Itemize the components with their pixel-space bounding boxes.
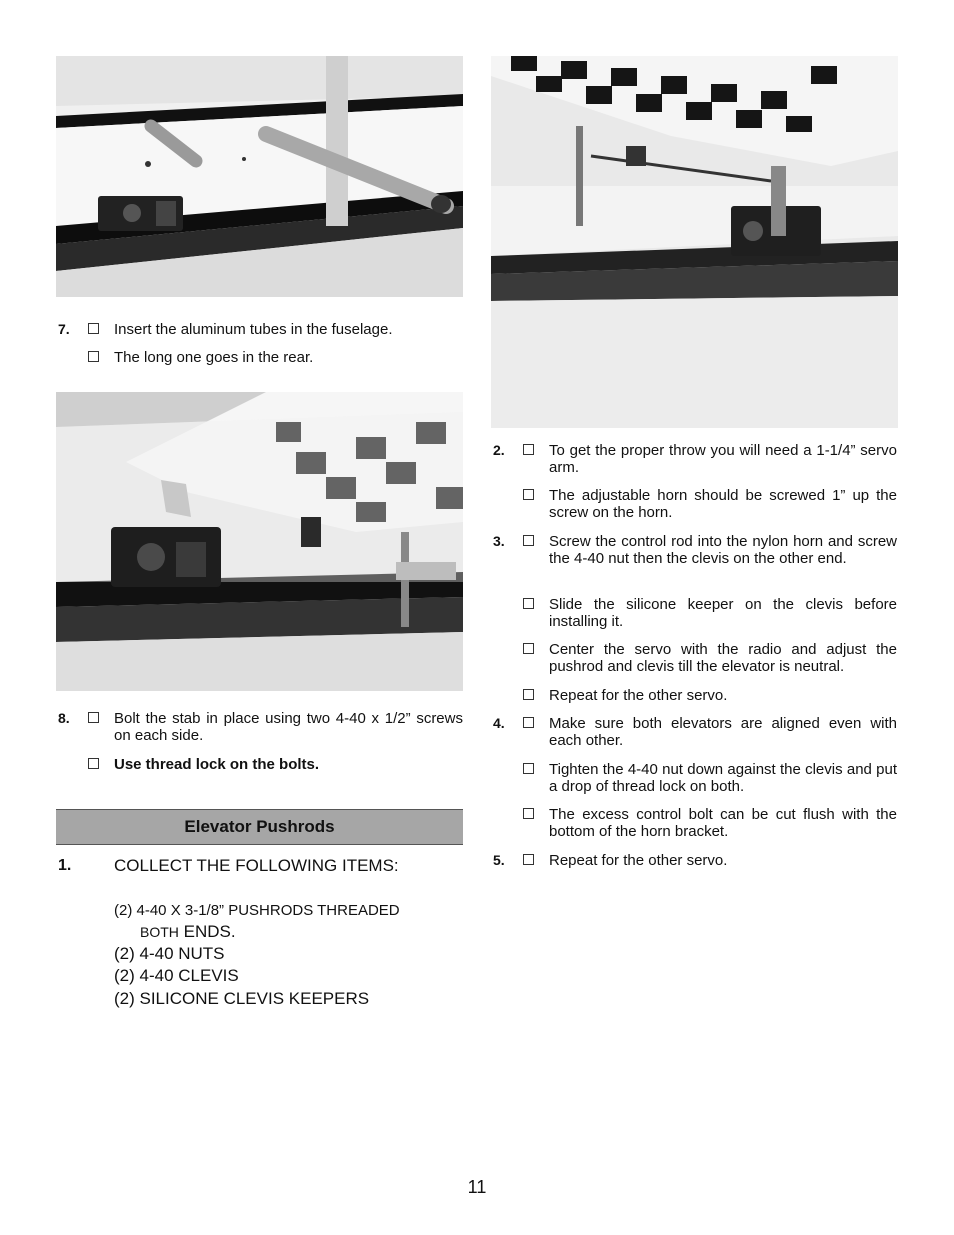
checkbox-icon[interactable] [523, 535, 534, 546]
checkbox-icon[interactable] [523, 717, 534, 728]
list-item: (2) 4-40 CLEVIS [114, 966, 239, 985]
step-text: The long one goes in the rear. [114, 349, 314, 366]
checkbox-icon[interactable] [88, 758, 99, 769]
list-item-small: BOTH [140, 924, 179, 940]
photo-elevator-pushrod [491, 56, 898, 428]
step-text: Repeat for the other servo. [549, 852, 728, 869]
step-1 [58, 856, 463, 880]
step-text: Tighten the 4-40 nut down against the clevis and put a drop of thread lock on both. [549, 761, 897, 795]
checkbox-icon[interactable] [523, 854, 534, 865]
list-item-large: ENDS. [183, 922, 236, 941]
step-number: 4. [493, 715, 505, 731]
step-text: To get the proper throw you will need a 1-1/4” servo arm. [549, 442, 897, 476]
checkbox-icon[interactable] [88, 712, 99, 723]
step-8 [58, 710, 463, 780]
step-text: Bolt the stab in place using two 4-40 x 1/2” screws on each side. [114, 710, 463, 744]
step-text: Repeat for the other servo. [549, 687, 728, 704]
list-item: (2) SILICONE CLEVIS KEEPERS [114, 989, 370, 1008]
step-number: 8. [58, 710, 70, 726]
list-item: (2) 4-40 X 3-1/8” PUSHRODS THREADED [114, 902, 400, 919]
checkbox-icon[interactable] [88, 351, 99, 362]
step-5 [493, 852, 897, 872]
step-number: 5. [493, 852, 505, 868]
checkbox-icon[interactable] [523, 689, 534, 700]
step-text: Use thread lock on the bolts. [114, 756, 320, 773]
checkbox-icon[interactable] [523, 444, 534, 455]
checkbox-icon[interactable] [523, 489, 534, 500]
step-text: Screw the control rod into the nylon horn and screw the 4-40 nut then the clevis on the other end. [549, 533, 897, 567]
step-text: The excess control bolt can be cut flush with the bottom of the horn bracket. [549, 806, 897, 840]
step-title: COLLECT THE FOLLOWING ITEMS: [114, 856, 399, 875]
step-text: Slide the silicone keeper on the clevis before installing it. [549, 596, 897, 630]
step-number: 1. [58, 857, 72, 874]
list-item [140, 922, 236, 942]
step-number: 3. [493, 533, 505, 549]
list-item: (2) 4-40 NUTS [114, 944, 225, 963]
checkbox-icon[interactable] [523, 808, 534, 819]
photo-stab-servo [56, 392, 463, 691]
checkbox-icon[interactable] [88, 323, 99, 334]
step-text: Make sure both elevators are aligned even with each other. [549, 715, 897, 749]
page-number: 11 [467, 1177, 487, 1197]
step-7 [58, 321, 463, 371]
step-text: The adjustable horn should be screwed 1” up the screw on the horn. [549, 487, 897, 521]
step-text: Insert the aluminum tubes in the fuselage. [114, 321, 393, 338]
step-4 [493, 715, 897, 845]
section-header: Elevator Pushrods [56, 809, 463, 845]
photo-aluminum-tubes [56, 56, 463, 297]
checkbox-icon[interactable] [523, 643, 534, 654]
checkbox-icon[interactable] [523, 763, 534, 774]
step-text: Center the servo with the radio and adjust the pushrod and clevis till the elevator is neutral. [549, 641, 897, 675]
step-2 [493, 442, 897, 522]
step-number: 2. [493, 442, 505, 458]
step-number: 7. [58, 321, 70, 337]
step-3 [493, 533, 897, 708]
checkbox-icon[interactable] [523, 598, 534, 609]
